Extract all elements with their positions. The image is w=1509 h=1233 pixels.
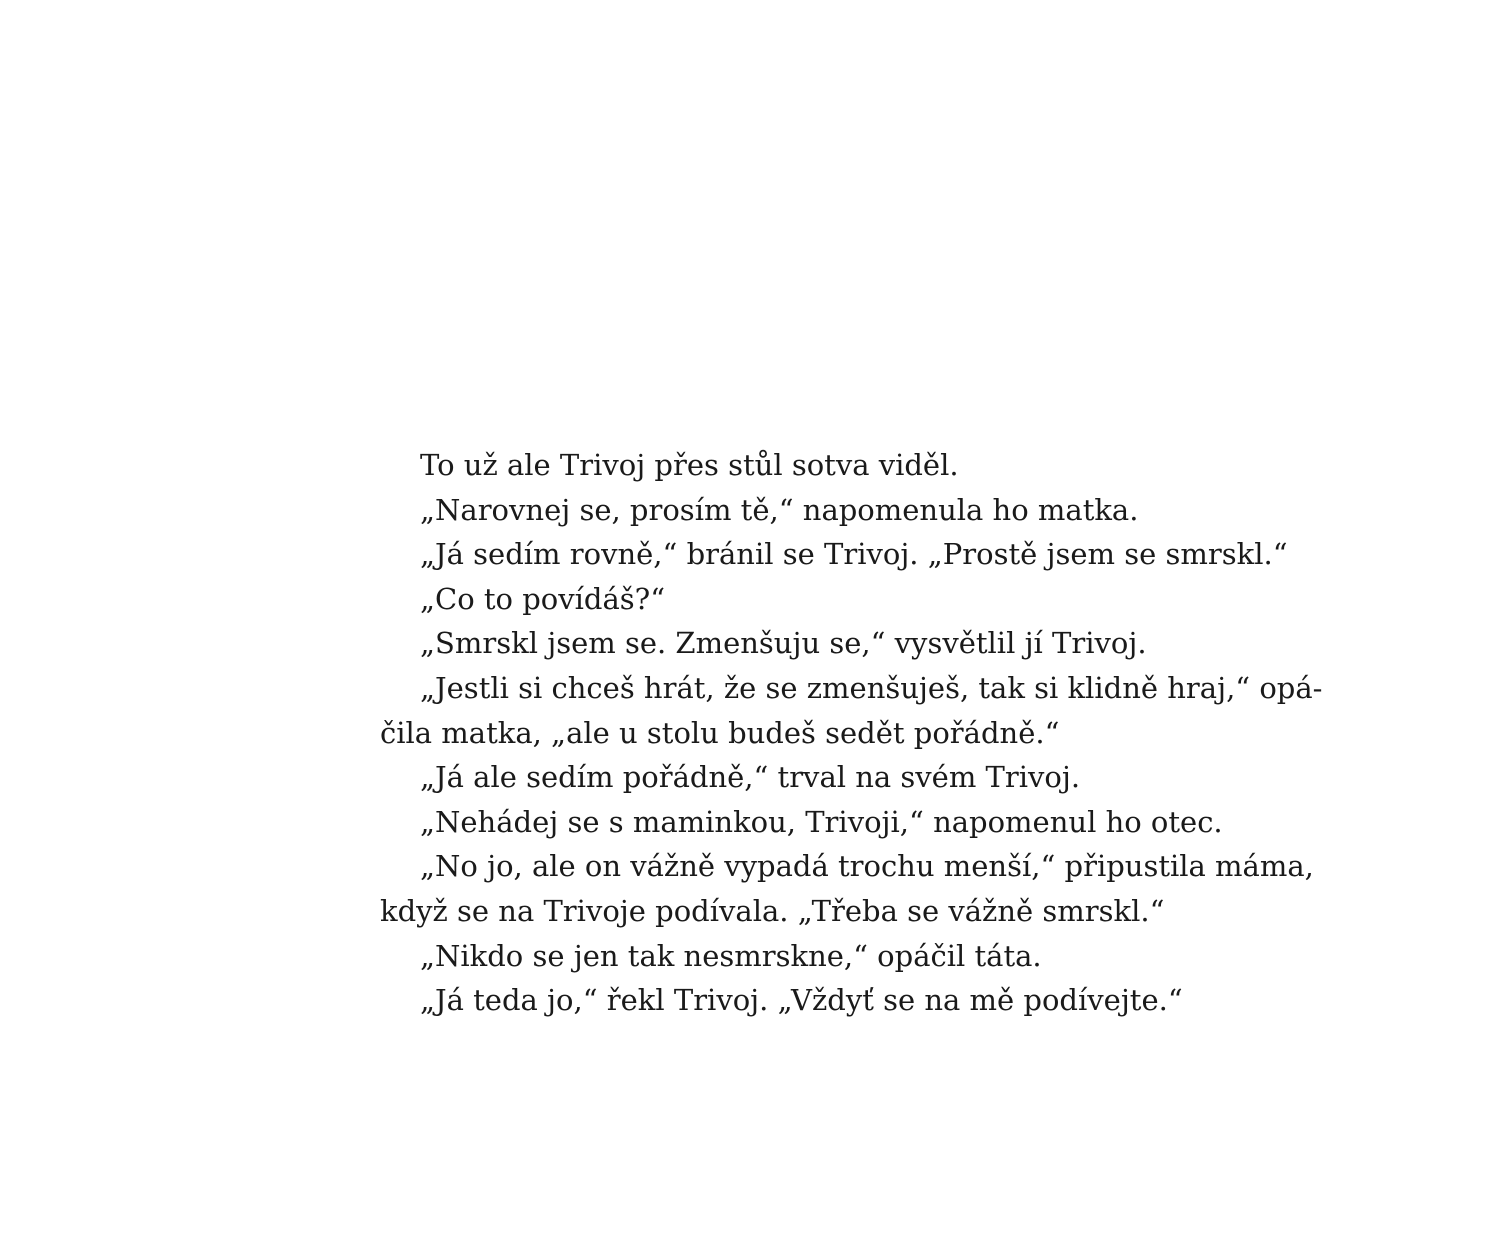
text-line: když se na Trivoje podívala. „Třeba se vážně smrskl.“ bbox=[380, 893, 1165, 928]
text-line: „Nikdo se jen tak nesmrskne,“ opáčil táta. bbox=[420, 938, 1042, 973]
text-line: To už ale Trivoj přes stůl sotva viděl. bbox=[420, 448, 959, 482]
text-line: „Já teda jo,“ řekl Trivoj. „Vždyť se na mě podívejte.“ bbox=[420, 983, 1183, 1018]
text-line: „No jo, ale on vážně vypadá trochu menší,“ připustila máma, bbox=[420, 849, 1314, 884]
text-line: „Co to povídáš?“ bbox=[420, 581, 666, 616]
text-line: čila matka, „ale u stolu budeš sedět pořádně.“ bbox=[380, 715, 1060, 750]
text-line: „Nehádej se s maminkou, Trivoji,“ napomenul ho otec. bbox=[420, 804, 1223, 839]
page-text-block bbox=[380, 443, 1323, 1023]
text-line: „Jestli si chceš hrát, že se zmenšuješ, tak si klidně hraj,“ opá- bbox=[420, 670, 1323, 705]
text-line: „Smrskl jsem se. Zmenšuju se,“ vysvětlil jí Trivoj. bbox=[420, 626, 1147, 661]
text-line: „Já ale sedím pořádně,“ trval na svém Trivoj. bbox=[420, 760, 1081, 795]
text-line: „Já sedím rovně,“ bránil se Trivoj. „Prostě jsem se smrskl.“ bbox=[420, 537, 1288, 572]
text-line: „Narovnej se, prosím tě,“ napomenula ho matka. bbox=[420, 492, 1139, 527]
